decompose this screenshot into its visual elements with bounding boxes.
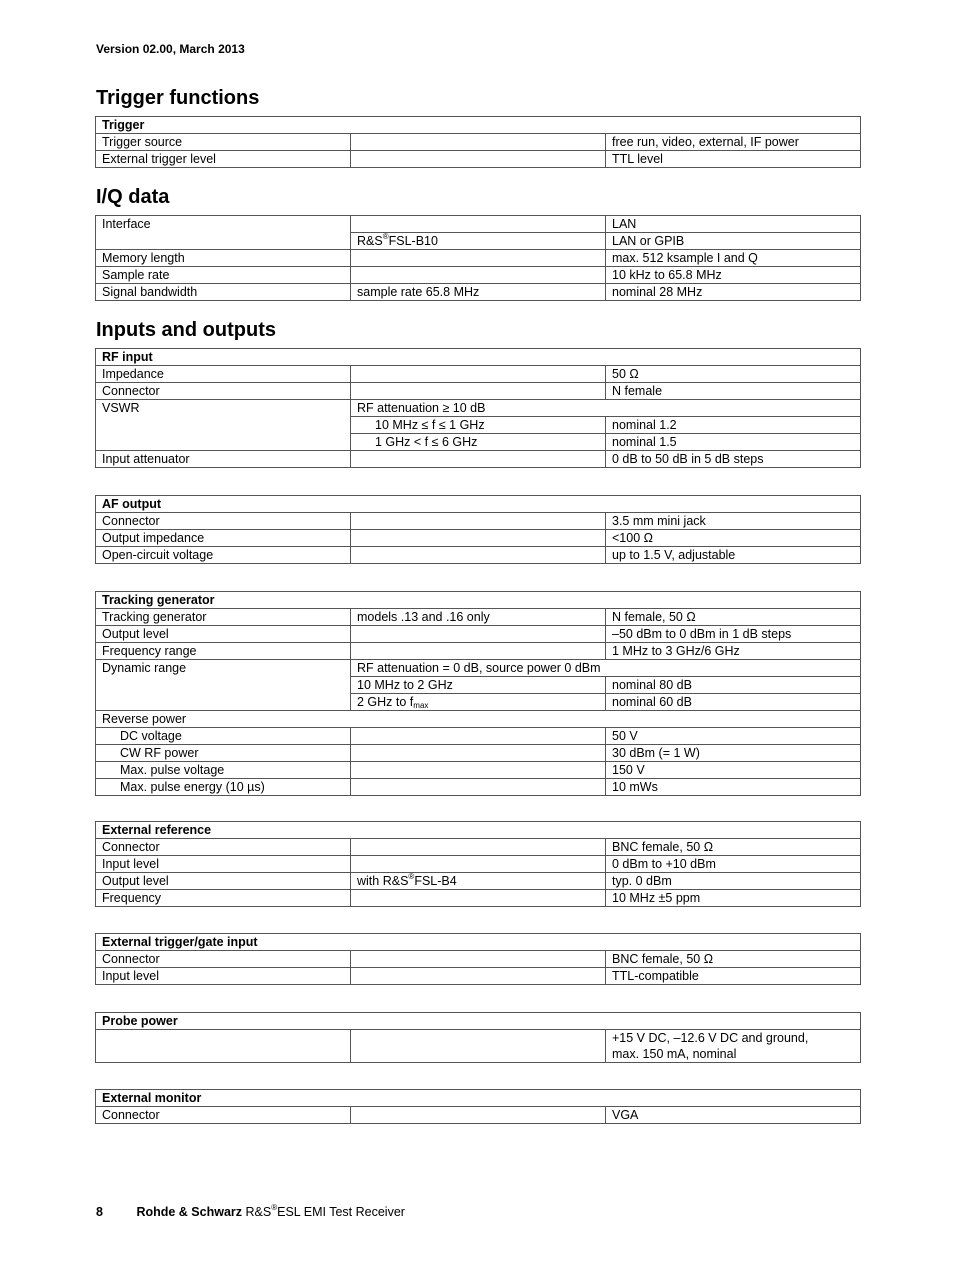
trigger-table xyxy=(95,116,861,168)
table-row: Connector BNC female, 50 Ω xyxy=(96,839,861,856)
external-reference-table xyxy=(95,821,861,907)
table-title: AF output xyxy=(96,496,861,513)
table-row: VSWR RF attenuation ≥ 10 dB xyxy=(96,400,861,417)
table-row: Tracking generator models .13 and .16 only N female, 50 Ω xyxy=(96,609,861,626)
table-row: Output impedance <100 Ω xyxy=(96,530,861,547)
table-row: Input level TTL-compatible xyxy=(96,968,861,985)
table-row: Connector 3.5 mm mini jack xyxy=(96,513,861,530)
table-title: Tracking generator xyxy=(96,592,861,609)
table-row: Connector BNC female, 50 Ω xyxy=(96,951,861,968)
table-title: Trigger xyxy=(96,117,861,134)
page-footer: 8 Rohde & Schwarz R&S®ESL EMI Test Receiver xyxy=(96,1203,405,1219)
table-row: Output level with R&S®FSL-B4 typ. 0 dBm xyxy=(96,873,861,890)
table-row: +15 V DC, –12.6 V DC and ground, max. 150 mA, nominal xyxy=(96,1030,861,1063)
product-prefix: R&S xyxy=(245,1205,272,1219)
table-row: 10 MHz ≤ f ≤ 1 GHz nominal 1.2 xyxy=(96,417,861,434)
table-row: Max. pulse energy (10 µs) 10 mWs xyxy=(96,779,861,796)
table-row: Impedance 50 Ω xyxy=(96,366,861,383)
product-name: ESL EMI Test Receiver xyxy=(277,1205,405,1219)
table-row: Signal bandwidth sample rate 65.8 MHz nominal 28 MHz xyxy=(96,284,861,301)
version-line: Version 02.00, March 2013 xyxy=(96,42,245,56)
iq-table xyxy=(95,215,861,301)
af-output-table xyxy=(95,495,861,564)
table-row: Dynamic range RF attenuation = 0 dB, source power 0 dBm xyxy=(96,660,861,677)
external-trigger-gate-table xyxy=(95,933,861,985)
table-row: Input attenuator 0 dB to 50 dB in 5 dB steps xyxy=(96,451,861,468)
table-title: Probe power xyxy=(96,1013,861,1030)
table-row: Memory length max. 512 ksample I and Q xyxy=(96,250,861,267)
table-row: DC voltage 50 V xyxy=(96,728,861,745)
table-row: Connector N female xyxy=(96,383,861,400)
tracking-generator-table xyxy=(95,591,861,796)
table-row: Connector VGA xyxy=(96,1107,861,1124)
table-row: Interface LAN xyxy=(96,216,861,233)
rf-input-table xyxy=(95,348,861,468)
table-row: Open-circuit voltage up to 1.5 V, adjustable xyxy=(96,547,861,564)
table-row: Trigger source free run, video, external, IF power xyxy=(96,134,861,151)
company-name: Rohde & Schwarz xyxy=(136,1205,243,1219)
table-row: External trigger level TTL level xyxy=(96,151,861,168)
page-number: 8 xyxy=(96,1205,103,1219)
table-row: R&S®FSL-B10 LAN or GPIB xyxy=(96,233,861,250)
section-title-trigger-functions: Trigger functions xyxy=(96,87,260,109)
table-row: 1 GHz < f ≤ 6 GHz nominal 1.5 xyxy=(96,434,861,451)
table-row: Reverse power xyxy=(96,711,861,728)
table-title: External reference xyxy=(96,822,861,839)
probe-power-table xyxy=(95,1012,861,1063)
table-row: 10 MHz to 2 GHz nominal 80 dB xyxy=(96,677,861,694)
table-row: Sample rate 10 kHz to 65.8 MHz xyxy=(96,267,861,284)
table-title: RF input xyxy=(96,349,861,366)
table-title: External monitor xyxy=(96,1090,861,1107)
table-row: CW RF power 30 dBm (= 1 W) xyxy=(96,745,861,762)
table-row: Frequency 10 MHz ±5 ppm xyxy=(96,890,861,907)
section-title-iq-data: I/Q data xyxy=(96,186,170,208)
section-title-inputs-outputs: Inputs and outputs xyxy=(96,319,276,341)
table-row: Max. pulse voltage 150 V xyxy=(96,762,861,779)
table-title: External trigger/gate input xyxy=(96,934,861,951)
external-monitor-table xyxy=(95,1089,861,1124)
table-row: Output level –50 dBm to 0 dBm in 1 dB steps xyxy=(96,626,861,643)
table-row: Frequency range 1 MHz to 3 GHz/6 GHz xyxy=(96,643,861,660)
table-row: 2 GHz to $f_{max}$ nominal 60 dB xyxy=(96,694,861,711)
table-row: Input level 0 dBm to +10 dBm xyxy=(96,856,861,873)
